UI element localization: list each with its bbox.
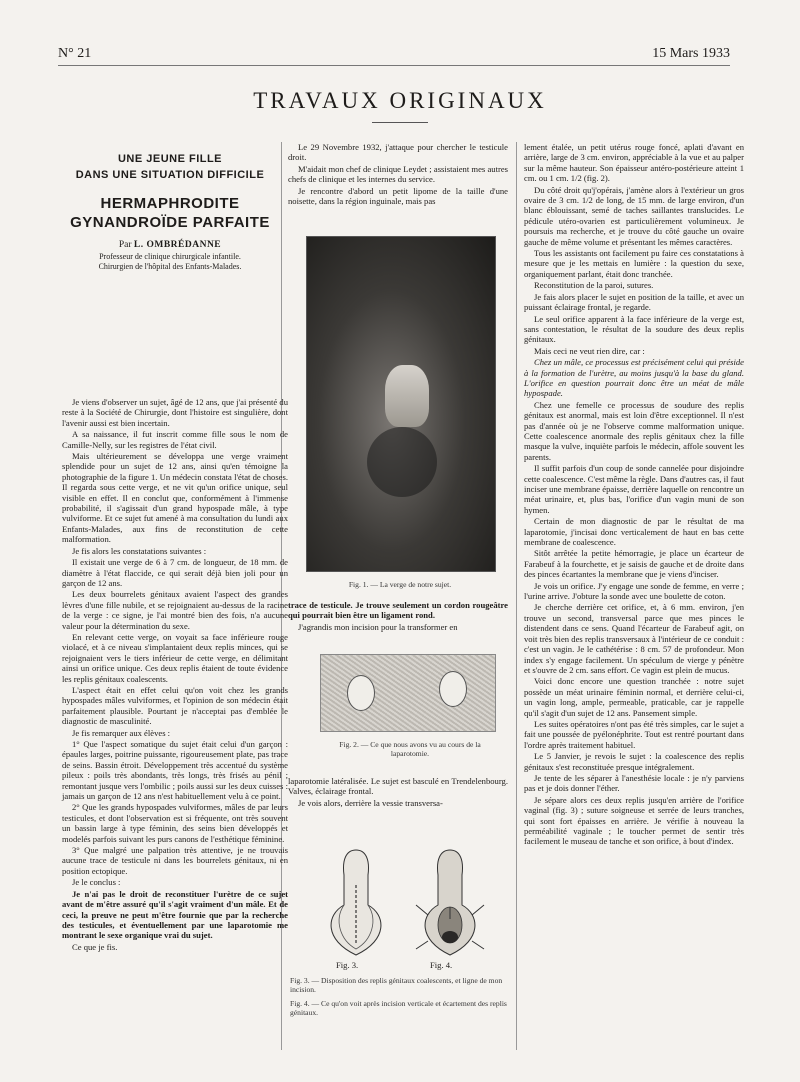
figure-2-caption: Fig. 2. — Ce que nous avons vu au cours de la laparotomie. (339, 740, 481, 759)
article-subtitle-line: UNE JEUNE FILLE (117, 153, 223, 165)
paragraph: 2° Que les grands hypospades vulviformes, mâles de par leurs testicules, et dont l'observation est si fréquente, ont très souvent un bassin large à type féminin, des seins bien développés et modelés parfois suivant les purs canons de l'esthétique féminine. (62, 802, 288, 844)
ovary-left-shape (347, 675, 375, 711)
paragraph: Mais ceci ne veut rien dire, car : (534, 345, 645, 356)
figure-3-4-captions (290, 976, 510, 1018)
paragraph: laparotomie latéralisée. Le sujet est basculé en Trendelenbourg. Valves, éclairage frontal. (288, 776, 508, 797)
paragraph: Je sépare alors ces deux replis jusqu'en arrière de l'orifice vaginal (fig. 3) ; suture soigneuse et serrée de leurs tranches, qui sont fort épaisses en arrière. Je vérifie à nouveau la perméabilité vaginale ; le toucher permet de sentir très facilement le museau de tanche et son orifice, à bout d'index. (524, 794, 744, 847)
author-prefix: Par (118, 240, 132, 250)
figure-3-drawing (316, 845, 396, 960)
author-affiliation: Professeur de clinique chirurgicale infantile. (99, 252, 241, 261)
paragraph: J'agrandis mon incision pour la transformer en (298, 621, 458, 632)
paragraph: Du côté droit qu'j'opérais, j'amène alors à l'extérieur un gros ovaire de 3 cm. 1/2 de long, de 15 mm. de large environ, d'un blanc éblouissant, semé de taches saillantes translucides. Le pédicule utéro-ovarien est particulièrement volumineux. Je poursuis ma recherche, et je trouve du côté gauche un ovaire gauche de même volume et présentant les mêmes caractères. (524, 184, 744, 247)
paragraph: Reconstitution de la paroi, sutures. (534, 280, 654, 291)
figure-4-caption: Fig. 4. — Ce qu'on voit après incision verticale et écartement des replis génitaux. (290, 998, 507, 1018)
paragraph: Il suffit parfois d'un coup de sonde cannelée pour disjoindre cette coalescence. C'est même la règle. Dans d'autres cas, il faut inciser une membrane épaisse, derrière laquelle on rencontre un méat urinaire, et, plus bas, l'orifice d'un vagin muni de son hymen. (524, 463, 744, 515)
author-affiliation: Chirurgien de l'hôpital des Enfants-Malades. (98, 262, 242, 271)
section-title: TRAVAUX ORIGINAUX (253, 88, 547, 113)
paragraph: Je n'ai pas le droit de reconstituer l'urètre de ce sujet avant de m'être assuré qu'il s'agit vraiment d'un mâle. Et de ceci, la preuve ne peut m'être fournie que par la recherche des testicules, et éventuellement par une laparotomie me montrant le sexe organique vrai du sujet. (62, 888, 288, 941)
article-subtitle-line: DANS UNE SITUATION DIFFICILE (75, 169, 265, 181)
page-header (58, 46, 730, 66)
paragraph: Il existait une verge de 6 à 7 cm. de longueur, de 18 mm. de diamètre à l'état flaccide, ce qui serait déjà bien joli pour un garçon de 12 ans. (62, 557, 288, 588)
column-2-top (288, 142, 508, 207)
paragraph: En relevant cette verge, on voyait sa face inférieure rouge violacé, et à ce niveau s'implantaient deux replis minces, qui se rejoignaient vers le tiers inférieur de cette verge, en délimitant ainsi un orifice unique. Ces deux replis étaient de toute évidence les replis génitaux coalescents. (62, 631, 288, 684)
figure-4-drawing (410, 845, 490, 960)
paragraph: Sitôt arrêtée la petite hémorragie, je place un écarteur de Farabeuf à la fourchette, et je saisis de gauche et de droite dans des pinces écartantes la membrane que je viens d'inciser. (524, 548, 744, 580)
paragraph: Je le conclus : (72, 877, 121, 888)
paragraph: Je cherche derrière cet orifice, et, à 6 mm. environ, j'en trouve un second, transversal parce que mes pinces le distendent dans ce sens. Quand l'écarteur de Farabeuf agit, on voit très bien des replis transversaux à l'intérieur de ce conduit : c'est un vagin. Je le cathétérise : 8 cm. 57 de profondeur. Mon index s'y engage facilement. Un spéculum de vierge y pénètre et s'ouvre de 2 cm. sans effort. Ce vagin est plein de mucus. (524, 602, 744, 675)
paragraph: Les deux bourrelets génitaux avaient l'aspect des grandes lèvres d'une fille nubile, et se rejoignaient au-dessus de la racine de la verge : ce signe, je l'ai montré bien des fois, n'a aucune valeur pour la détermination du sexe. (62, 589, 288, 631)
paragraph: Je fais alors placer le sujet en position de la taille, et avec un puissant éclairage frontal, je regarde. (524, 291, 744, 313)
article-title-line: HERMAPHRODITE (100, 195, 240, 212)
column-1 (62, 397, 288, 953)
paragraph: M'aidait mon chef de clinique Leydet ; assistaient mes autres chefs de clinique et les internes du service. (288, 163, 508, 185)
paragraph: Tous les assistants ont facilement pu faire ces constatations à mesure que je les mettais en lumière : la question du sexe, organiquement parlant, était donc tranchée. (524, 248, 744, 279)
figure-4-label: Fig. 4. (430, 960, 453, 970)
article-title-line: GYNANDROÏDE PARFAITE (70, 214, 270, 231)
figure-1-subject (385, 365, 429, 427)
paragraph: 1° Que l'aspect somatique du sujet était celui d'un garçon : épaules larges, poitrine puissante, rigoureusement plate, pas trace de seins. Bassin étroit. Développement très accentué du système pileux : poils très abondants, très longs, très frisés au pénil ; remontant jusque vers l'ombilic ; poils aussi sur les deux cuisses : jamais un garçon de 12 ans n'est habituellement velu à ce point. (62, 739, 288, 802)
paragraph: L'aspect était en effet celui qu'on voit chez les grands hypospades mâles vulviformes, et l'opinion de son médecin était parfaitement plausible. Pourtant je n'acceptai pas d'emblée le diagnostic de masculinité. (62, 684, 288, 727)
paragraph: Je fis alors les constatations suivantes : (72, 545, 207, 556)
paragraph: Les suites opératoires n'ont pas été très simples, car le sujet a fait une poussée de pyélonéphrite. Tout est rentré pourtant dans l'ordre après traitement habituel. (524, 718, 744, 750)
column-3 (524, 142, 744, 848)
paragraph: lement étalée, un petit utérus rouge foncé, aplati d'avant en arrière, large de 3 cm. environ, appréciable à la vue et au palper sur la même hauteur. Son épaisseur antéro-postérieure atteint 1 cm. ou 1 cm. 1/2 (fig. 2). (524, 142, 744, 184)
paragraph: Mais ultérieurement se développa une verge vraiment splendide pour un sujet de 12 ans, ainsi qu'en témoigne la photographie de la figure 1. Un médecin constata l'état de choses. Il regarda sous cette verge, et ne vit qu'un orifice unique, seul visible en effet. Il en conclut que, conformément à l'immense probabilité, il s'agissait d'un grand hypospade mâle, à type vulviforme. Et ce sujet fut amené à ma consultation du lundi aux Enfants-Malades, aux fins de reconstitution de cette malformation. (62, 451, 288, 545)
header-rule (58, 65, 730, 66)
paragraph: 3° Que malgré une palpation très attentive, je ne trouvais aucune trace de testicule ni dans les bourrelets génitaux, ni en position ectopique. (62, 845, 288, 876)
paragraph: trace de testicule. Je trouve seulement un cordon rougeâtre qui pourrait bien être un ligament rond. (288, 600, 508, 621)
paragraph: Je fis remarquer aux élèves : (72, 727, 171, 738)
issue-number: N° 21 (58, 46, 92, 61)
paragraph: Certain de mon diagnostic de par le résultat de ma laparotomie, j'incisai donc verticalement de haut en bas cette membrane de coalescence. (524, 516, 744, 548)
column-divider (516, 142, 517, 1050)
section-rule (372, 122, 428, 123)
figure-3-caption: Fig. 3. — Disposition des replis génitaux coalescents, et ligne de mon incision. (290, 976, 503, 995)
column-2-mid (288, 600, 508, 633)
paragraph: Chez une femelle ce processus de soudure des replis génitaux est anormal, mais est loin d'être exceptionnel. Il n'est pas d'année où je ne l'observe comme malformation unique. Cette coalescence anormale des replis génitaux chez la fille masque la vulve, inquiète parfois le médecin, affole souvent les parents. (524, 399, 744, 462)
paragraph: Le 29 Novembre 1932, j'attaque pour chercher le testicule droit. (288, 142, 508, 163)
paragraph: Je rencontre d'abord un petit lipome de la taille d'une noisette, dans la région inguinale, mais pas (288, 185, 508, 207)
figure-2-drawing (320, 654, 496, 732)
paragraph: Ce que je fis. (72, 941, 118, 952)
issue-date: 15 Mars 1933 (652, 46, 730, 61)
paragraph: Le 5 Janvier, je revois le sujet : la coalescence des replis génitaux s'est reconstituée presque intégralement. (524, 751, 744, 772)
article-heading (62, 150, 278, 272)
paragraph: Je tente de les séparer à l'anesthésie locale : je n'y parviens pas et je dois donner l'éther. (524, 772, 744, 794)
author-name: L. OMBRÉDANNE (133, 240, 222, 250)
paragraph: Je vois alors, derrière la vessie transversa- (298, 797, 443, 808)
figure-1-caption: Fig. 1. — La verge de notre sujet. (348, 580, 452, 589)
figure-3-label: Fig. 3. (336, 960, 359, 970)
author-line (62, 240, 278, 250)
paragraph: Le seul orifice apparent à la face inférieure de la verge est, sans contestation, le résultat de la soudure des deux replis génitaux. (524, 313, 744, 345)
figure-1-photo (306, 236, 496, 572)
column-2-low (288, 776, 508, 809)
paragraph: Chez un mâle, ce processus est précisément celui qui préside à la formation de l'urètre, au moins jusqu'à la base du gland. L'orifice en question pourrait donc être un méat de mâle hypospade. (524, 357, 744, 399)
paragraph: Voici donc encore une question tranchée : notre sujet possède un méat urinaire féminin normal, et derrière celui-ci, un vagin long, ample, permeable, praticable, car je rappelle qu'il s'agit d'un sujet de 12 ans. Pansement simple. (524, 676, 744, 718)
paragraph: Je viens d'observer un sujet, âgé de 12 ans, que j'ai présenté du reste à la Société de Chirurgie, dont l'histoire est singulière, dont l'avenir aussi est bien incertain. (62, 397, 288, 428)
paragraph: A sa naissance, il fut inscrit comme fille sous le nom de Camille-Nelly, sur les registres de l'état civil. (62, 429, 288, 450)
ovary-right-shape (439, 671, 467, 707)
figure-1-shadow (367, 427, 437, 497)
paragraph: Je vois un orifice. J'y engage une sonde de femme, en verre ; l'urine arrive. J'obture la sonde avec une boulette de coton. (524, 580, 744, 602)
